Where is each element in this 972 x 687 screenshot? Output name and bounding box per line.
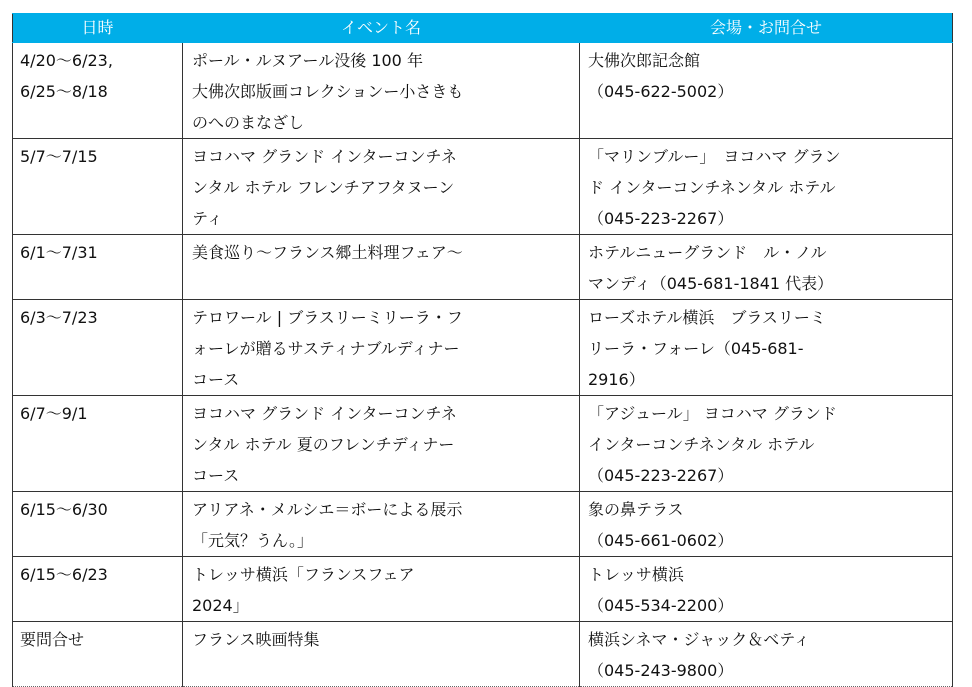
venue-contact-cell (580, 622, 953, 687)
date-text: 6/3～7/23 (20, 308, 98, 327)
date-cell (13, 622, 183, 687)
date-text: 4/20～6/23, (20, 51, 113, 70)
table-row (13, 235, 953, 300)
event-name-text: ンタル ホテル フレンチアフタヌーン (192, 178, 455, 197)
event-name-cell (183, 396, 580, 492)
event-name-text: テロワール | ブラスリーミリーラ・フ (192, 308, 463, 327)
venue-text: 大佛次郎記念館 (588, 51, 701, 70)
event-name-text: フランス映画特集 (192, 630, 320, 649)
table-row (13, 300, 953, 396)
table-row (13, 622, 953, 687)
date-cell (13, 235, 183, 300)
event-name-text: 「元気？うん。」 (192, 531, 313, 550)
date-cell (13, 300, 183, 396)
table-body (13, 43, 953, 687)
venue-text: 象の鼻テラス (588, 500, 684, 519)
event-name-cell (183, 622, 580, 687)
venue-text: （045-534-2200） (588, 596, 734, 615)
venue-text: （045-622-5002） (588, 82, 734, 101)
event-name-cell (183, 557, 580, 622)
venue-text: ローズホテル横浜 ブラスリーミ (588, 308, 826, 327)
venue-text: 2916） (588, 370, 645, 389)
event-name-text: ンタル ホテル 夏のフレンチディナー (192, 435, 455, 454)
venue-text: （045-243-9800） (588, 661, 734, 680)
date-cell (13, 396, 183, 492)
venue-text: （045-661-0602） (588, 531, 734, 550)
venue-text: ホテルニューグランド ル・ノル (588, 243, 827, 262)
date-text: 6/15～6/30 (20, 500, 108, 519)
venue-contact-cell (580, 139, 953, 235)
event-name-text: ォーレが贈るサスティナブルディナー (192, 339, 460, 358)
event-name-text: アリアネ・メルシエ＝ボーによる展示 (192, 500, 463, 519)
header-row (13, 14, 953, 43)
event-name-cell (183, 492, 580, 557)
table-row (13, 139, 953, 235)
date-text: 6/25～8/18 (20, 82, 108, 101)
event-name-text: ヨコハマ グランド インターコンチネ (192, 147, 457, 166)
venue-contact-cell (580, 396, 953, 492)
event-name-text: 美食巡り～フランス郷土料理フェア～ (192, 243, 463, 262)
event-name-text: ティ (192, 209, 223, 228)
event-name-text: ヨコハマ グランド インターコンチネ (192, 404, 457, 423)
venue-text: トレッサ横浜 (588, 565, 684, 584)
table-header (13, 14, 953, 43)
date-cell (13, 492, 183, 557)
event-name-text: トレッサ横浜「フランスフェア (192, 565, 415, 584)
event-name-text: 2024」 (192, 596, 249, 615)
event-name-text: コース (192, 370, 240, 389)
table-row (13, 557, 953, 622)
event-name-cell (183, 139, 580, 235)
venue-text: 横浜シネマ・ジャック＆ベティ (588, 630, 810, 649)
venue-text: 「マリンブルー」 ヨコハマ グラン (588, 147, 841, 166)
document-page (12, 13, 952, 687)
header-date: 日時 (13, 14, 183, 43)
date-cell (13, 557, 183, 622)
date-text: 6/7～9/1 (20, 404, 88, 423)
venue-contact-cell (580, 235, 953, 300)
venue-text: リーラ・フォーレ（045-681- (588, 339, 804, 358)
header-venue-contact: 会場・お問合せ (580, 14, 953, 43)
venue-text: 「アジュール」 ヨコハマ グランド (588, 404, 837, 423)
header-event-name: イベント名 (183, 14, 580, 43)
venue-contact-cell (580, 300, 953, 396)
event-table (12, 13, 953, 687)
venue-text: マンディ（045-681-1841 代表） (588, 274, 834, 293)
venue-contact-cell (580, 43, 953, 139)
venue-text: ド インターコンチネンタル ホテル (588, 178, 836, 197)
event-name-text: 大佛次郎版画コレクションー小さきも (192, 82, 464, 101)
table-row (13, 492, 953, 557)
venue-text: （045-223-2267） (588, 466, 734, 485)
date-text: 6/15～6/23 (20, 565, 108, 584)
event-name-cell (183, 235, 580, 300)
venue-text: インターコンチネンタル ホテル (588, 435, 815, 454)
event-name-cell (183, 300, 580, 396)
venue-contact-cell (580, 492, 953, 557)
event-name-text: ポール・ルヌアール没後 100 年 (192, 51, 423, 70)
date-cell (13, 43, 183, 139)
date-text: 要問合せ (20, 630, 85, 649)
table-row (13, 43, 953, 139)
date-cell (13, 139, 183, 235)
date-text: 5/7～7/15 (20, 147, 98, 166)
event-name-text: コース (192, 466, 240, 485)
table-row (13, 396, 953, 492)
event-name-cell (183, 43, 580, 139)
venue-text: （045-223-2267） (588, 209, 734, 228)
event-name-text: のへのまなざし (192, 113, 305, 132)
venue-contact-cell (580, 557, 953, 622)
date-text: 6/1～7/31 (20, 243, 98, 262)
